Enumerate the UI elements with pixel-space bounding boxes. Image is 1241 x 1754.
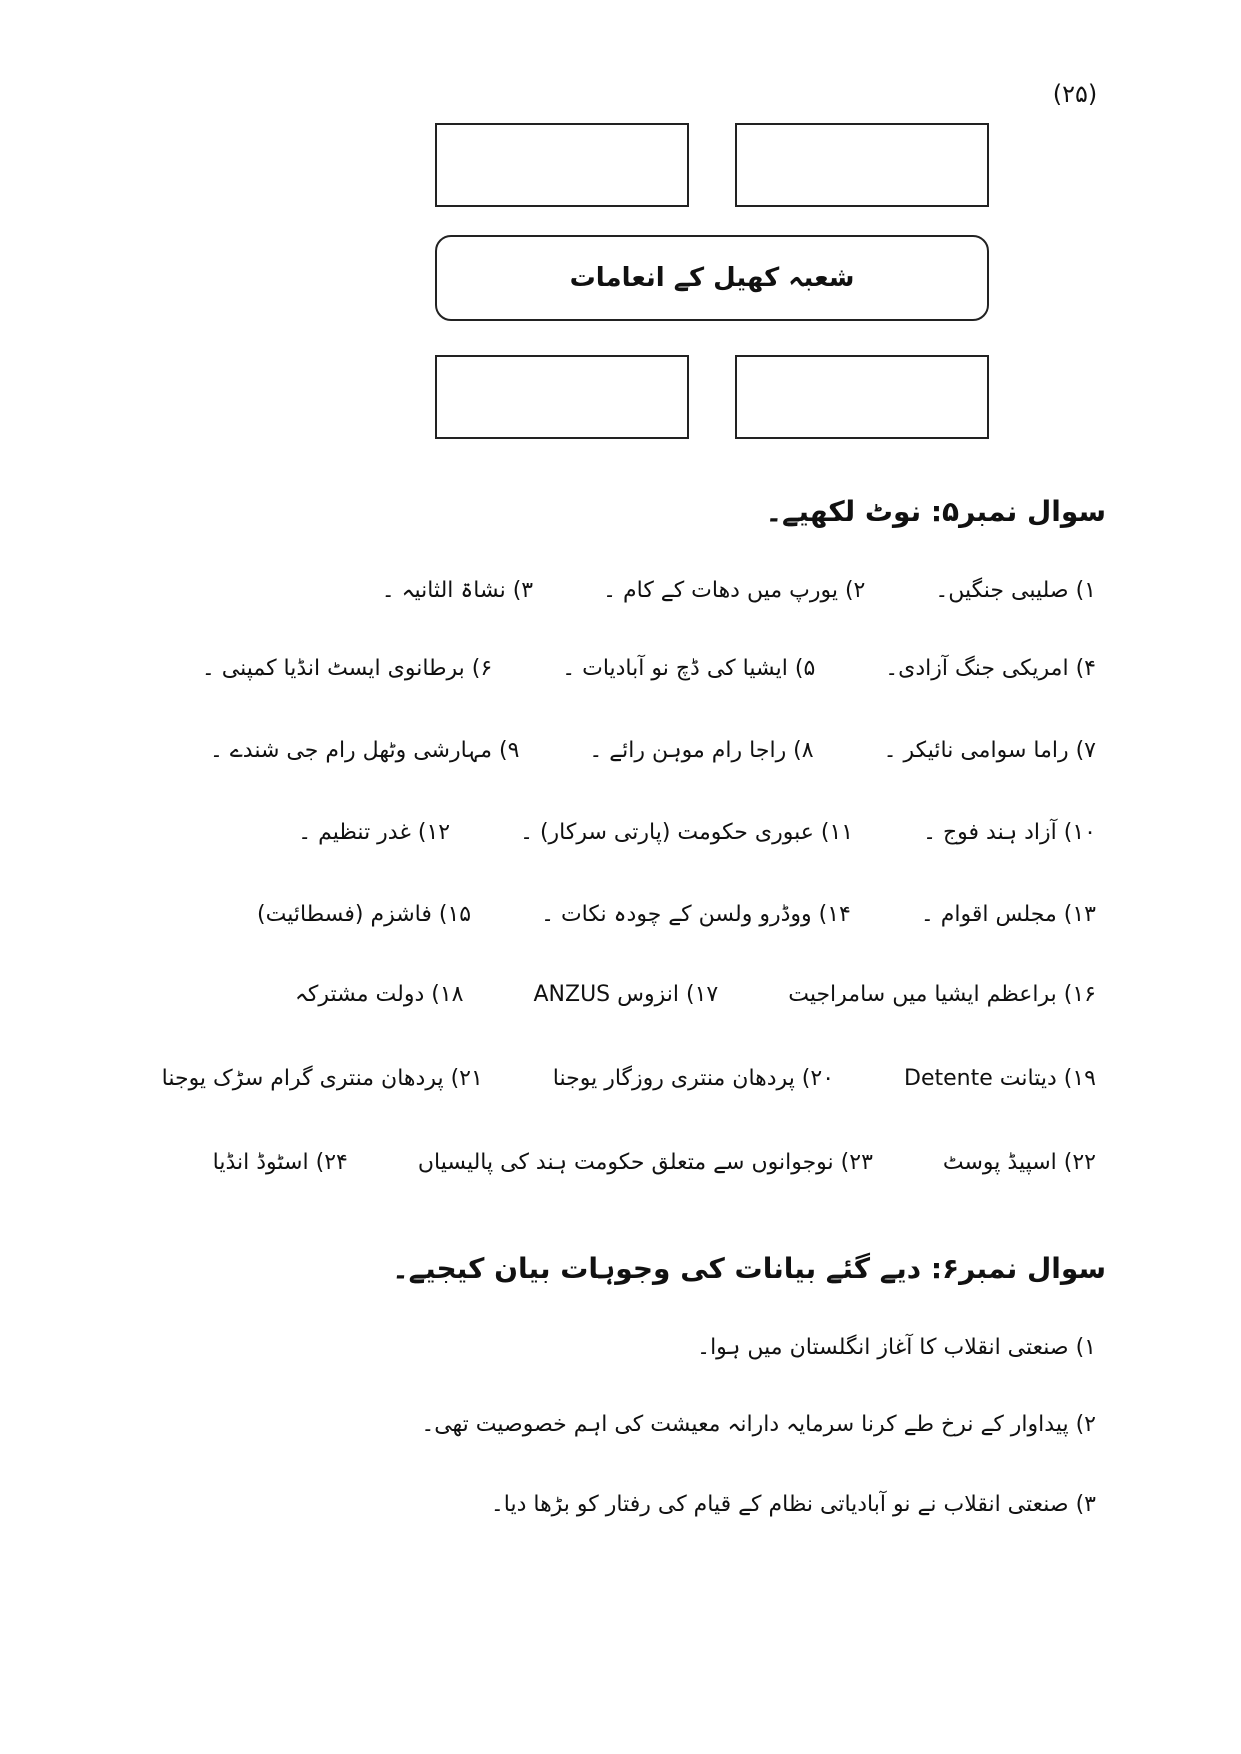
statement-1: ۱) صنعتی انقلاب کا آغاز انگلستان میں ہوا۔	[697, 1335, 1096, 1360]
list-item: ۱۲) غدر تنظیم ۔	[298, 820, 451, 845]
list-item: ۱۱) عبوری حکومت (پارتی سرکار) ۔	[520, 820, 854, 845]
list-item: ۱۴) ووڈرو ولسن کے چودہ نکات ۔	[541, 902, 851, 927]
blank-box-bottom-left	[435, 355, 689, 439]
list-item: ۱۵) فاشزم (فسطائیت)	[257, 902, 472, 927]
statement-3: ۳) صنعتی انقلاب نے نو آبادیاتی نظام کے قیام کی رفتار کو بڑھا دیا۔	[490, 1492, 1096, 1517]
blank-box-top-right	[735, 123, 989, 207]
list-item: ۴) امریکی جنگ آزادی۔	[885, 656, 1096, 681]
question-5-heading: سوال نمبر۵: نوٹ لکھیے۔	[765, 495, 1106, 528]
list-item: ۲) یورپ میں دھات کے کام ۔	[603, 578, 866, 603]
q5-row-8	[213, 1150, 1096, 1175]
q5-row-4	[298, 820, 1096, 845]
q5-row-3	[210, 738, 1096, 763]
list-item: ۹) مہارشی وٹھل رام جی شندے ۔	[210, 738, 520, 763]
list-item: ۱۹) دیتانت Detente	[904, 1066, 1096, 1091]
list-item: ۷) راما سوامی نائیکر ۔	[883, 738, 1096, 763]
list-item: ۱۳) مجلس اقوام ۔	[920, 902, 1096, 927]
statement-2: ۲) پیداوار کے نرخ طے کرنا سرمایہ دارانہ معیشت کی اہم خصوصیت تھی۔	[421, 1412, 1096, 1437]
list-item: ۳) نشاۃ الثانیہ ۔	[381, 578, 534, 603]
blank-box-top-left	[435, 123, 689, 207]
page-number: (۲۵)	[1052, 80, 1098, 108]
q5-row-7	[162, 1066, 1096, 1091]
q5-row-5	[257, 902, 1096, 927]
list-item: ۲۴) اسٹوڈ انڈیا	[212, 1150, 348, 1175]
list-item: ۱۸) دولت مشترکہ	[294, 982, 464, 1007]
list-item: ۲۲) اسپیڈ پوسٹ	[942, 1150, 1096, 1175]
list-item: ۱۰) آزاد ہند فوج ۔	[923, 820, 1096, 845]
list-item: ۲۱) پردھان منتری گرام سڑک یوجنا	[161, 1066, 483, 1091]
blank-box-bottom-right	[735, 355, 989, 439]
q5-row-2	[202, 656, 1096, 681]
list-item: ۵) ایشیا کی ڈچ نو آبادیات ۔	[562, 656, 816, 681]
list-item: ۶) برطانوی ایسٹ انڈیا کمپنی ۔	[201, 656, 493, 681]
list-item: ۱۷) انزوس ANZUS	[533, 982, 719, 1007]
list-item: ۱) صلیبی جنگیں۔	[935, 578, 1096, 603]
q5-row-6	[295, 982, 1096, 1007]
section-title-box	[435, 235, 989, 321]
section-title: شعبہ کھیل کے انعامات	[569, 263, 855, 293]
question-6-heading: سوال نمبر۶: دیے گئے بیانات کی وجوہات بیان کیجیے۔	[392, 1252, 1106, 1285]
q5-row-1	[382, 578, 1096, 603]
list-item: ۲۰) پردھان منتری روزگار یوجنا	[552, 1066, 835, 1091]
list-item: ۲۳) نوجوانوں سے متعلق حکومت ہند کی پالیسیاں	[417, 1150, 873, 1175]
list-item: ۸) راجا رام موہن رائے ۔	[589, 738, 814, 763]
list-item: ۱۶) براعظم ایشیا میں سامراجیت	[788, 982, 1096, 1007]
